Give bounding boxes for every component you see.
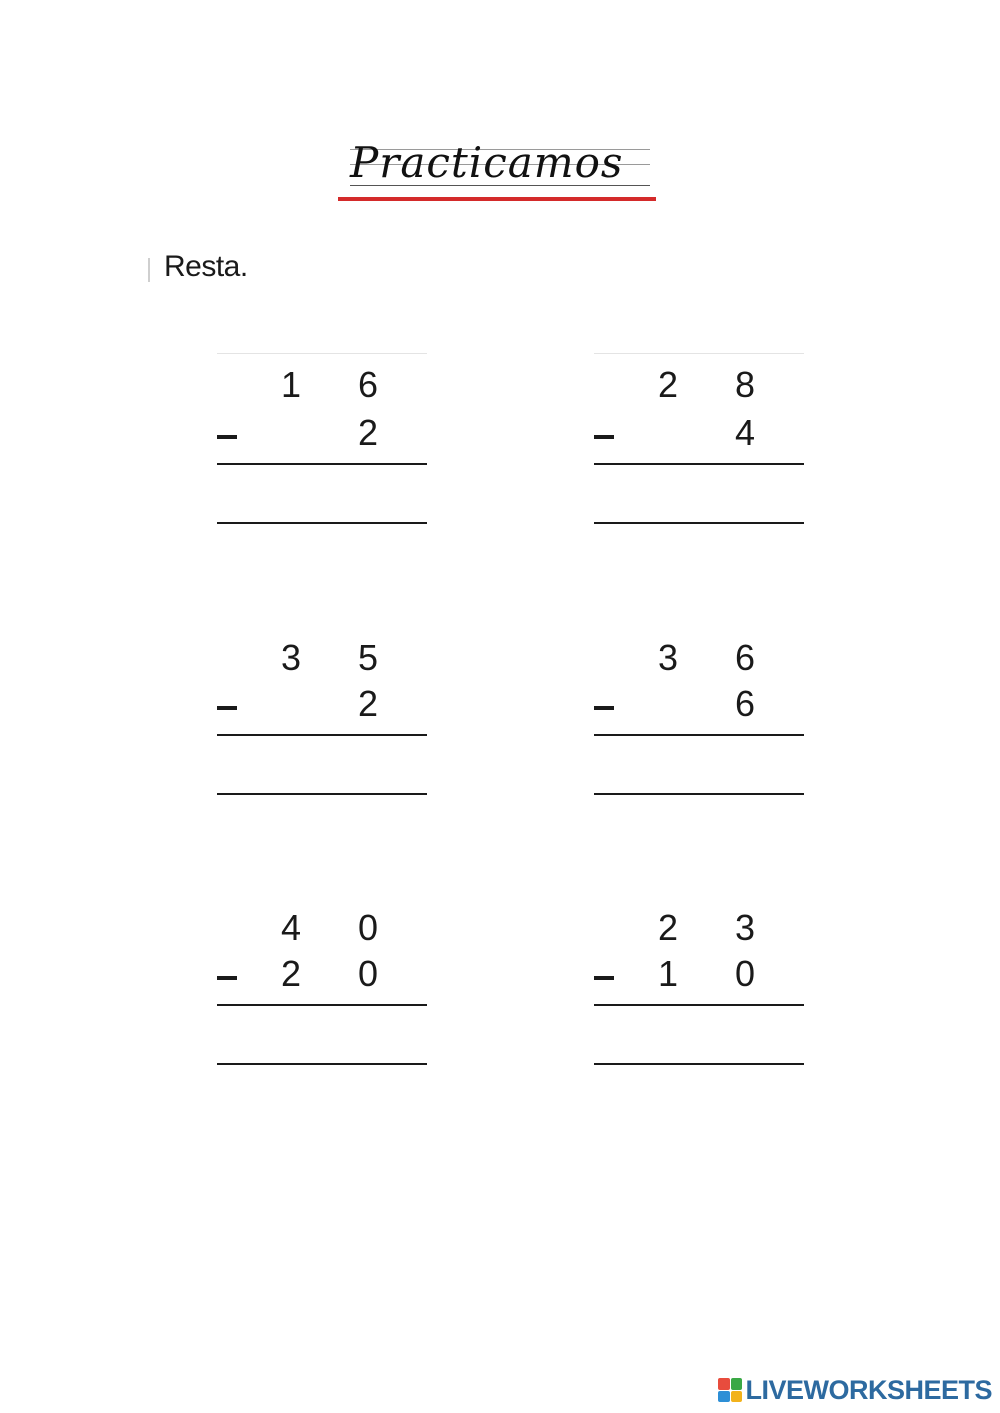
answer-line[interactable] [217,793,427,795]
subtraction-problem-5 [217,894,429,1074]
answer-line[interactable] [217,522,427,524]
minuend-units: 6 [357,364,379,405]
minuend-units: 0 [357,907,379,948]
subtrahend-units: 6 [734,683,756,724]
logo-tile [718,1378,730,1390]
answer-line[interactable] [217,1063,427,1065]
logo-tile [718,1391,730,1403]
minus-sign [594,435,614,439]
margin-mark [148,258,150,282]
answer-line[interactable] [594,1063,804,1065]
problem-top-rule [594,353,804,354]
subtrahend-tens: 2 [280,953,302,994]
sum-line [217,1004,427,1006]
subtrahend-units: 4 [734,412,756,453]
sum-line [594,734,804,736]
minuend-tens: 4 [280,907,302,948]
logo-tile [731,1378,743,1390]
sum-line [594,463,804,465]
minuend-tens: 2 [657,364,679,405]
subtrahend-units: 0 [357,953,379,994]
instruction-text: Resta. [164,250,248,283]
subtraction-problem-2 [594,353,806,533]
minuend-units: 5 [357,637,379,678]
subtraction-problem-1 [217,353,429,533]
minuend-tens: 3 [280,637,302,678]
minus-sign [217,435,237,439]
problem-top-rule [217,353,427,354]
answer-line[interactable] [594,522,804,524]
subtrahend-units: 0 [734,953,756,994]
minuend-tens: 1 [280,364,302,405]
subtrahend-units: 2 [357,412,379,453]
minus-sign [217,976,237,980]
subtrahend-units: 2 [357,683,379,724]
minus-sign [594,706,614,710]
title-underline [338,197,656,201]
subtraction-problem-4 [594,624,806,804]
sum-line [217,734,427,736]
subtraction-problem-3 [217,624,429,804]
sum-line [217,463,427,465]
minus-sign [217,706,237,710]
minuend-units: 8 [734,364,756,405]
minuend-units: 3 [734,907,756,948]
subtraction-problem-6 [594,894,806,1074]
brand-name: LIVEWORKSHEETS [745,1374,992,1405]
minus-sign [594,976,614,980]
minuend-tens: 2 [657,907,679,948]
liveworksheets-watermark [718,1375,992,1405]
liveworksheets-logo-icon [718,1378,742,1402]
sum-line [594,1004,804,1006]
title-text: Practicamos [350,138,624,187]
page-title [338,140,656,204]
answer-line[interactable] [594,793,804,795]
minuend-tens: 3 [657,637,679,678]
minuend-units: 6 [734,637,756,678]
logo-tile [731,1391,743,1403]
subtrahend-tens: 1 [657,953,679,994]
